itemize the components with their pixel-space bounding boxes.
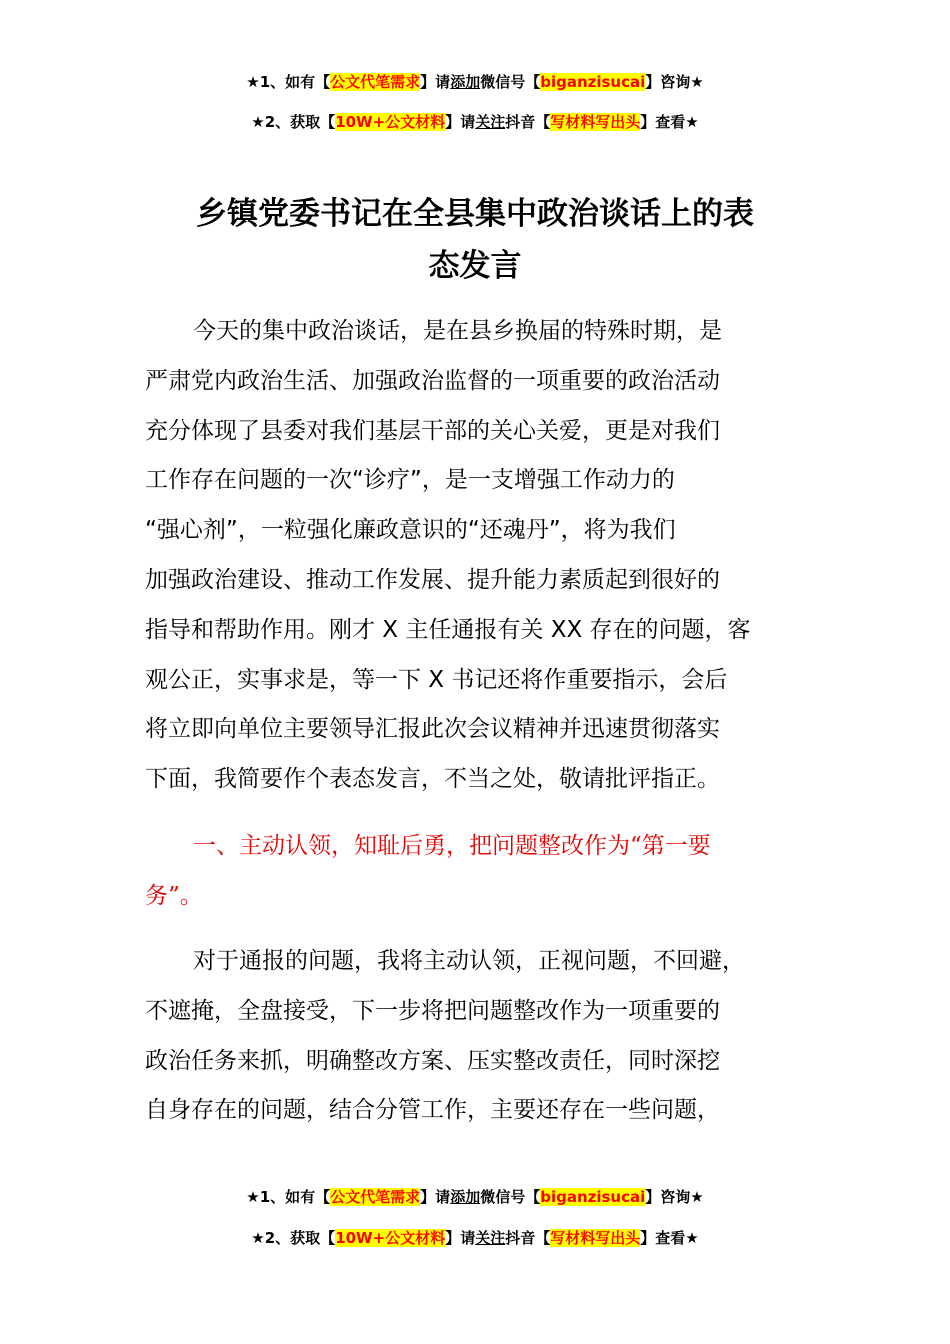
header-line2-highlight-materials: 10W+公文材料 <box>335 113 446 131</box>
heading-line: 一、主动认领，知耻后勇，把问题整改作为“第一要 <box>193 833 711 859</box>
footer-line2-prefix: ★2、获取【 <box>251 1229 336 1247</box>
paragraph-line: 观公正，实事求是，等一下 X 书记还将作重要指示，会后 <box>145 666 728 693</box>
header-line1-suffix: 】咨询★ <box>645 73 704 91</box>
paragraph-line: 今天的集中政治谈话，是在县乡换届的特殊时期，是 <box>193 318 722 344</box>
body-paragraph-1 <box>145 307 815 805</box>
footer-line1-prefix: ★1、如有【 <box>246 1188 331 1206</box>
header-line2-suffix: 】查看★ <box>640 113 699 131</box>
header-line1-underlined: 添加 <box>450 73 481 91</box>
paragraph-line: 政治任务来抓，明确整改方案、压实整改责任，同时深挖 <box>145 1047 720 1074</box>
footer-line2-text-2: 】请 <box>445 1229 476 1247</box>
footer-line1-highlight-wechat: biganzisucai <box>540 1188 646 1206</box>
paragraph-line: 指导和帮助作用。刚才 X 主任通报有关 XX 存在的问题，客 <box>145 616 751 643</box>
footer-line1-text-3: 微信号【 <box>480 1188 541 1206</box>
body-paragraph-2 <box>145 937 815 1136</box>
header-line1-text-2: 】请 <box>420 73 451 91</box>
footer-line1-underlined: 添加 <box>450 1188 481 1206</box>
footer-promo-line-1 <box>0 1187 950 1207</box>
footer-line2-text-3: 抖音【 <box>505 1229 551 1247</box>
paragraph-line: 加强政治建设、推动工作发展、提升能力素质起到很好的 <box>145 566 720 593</box>
paragraph-line: 严肃党内政治生活、加强政治监督的一项重要的政治活动 <box>145 367 720 394</box>
footer-line1-highlight-service: 公文代笔需求 <box>330 1188 421 1206</box>
header-line1-prefix: ★1、如有【 <box>246 73 331 91</box>
header-promo-line-1 <box>0 72 950 92</box>
header-line2-underlined: 关注 <box>475 113 506 131</box>
footer-line1-text-2: 】请 <box>420 1188 451 1206</box>
header-line2-text-2: 】请 <box>445 113 476 131</box>
paragraph-line: 工作存在问题的一次“诊疗”，是一支增强工作动力的 <box>145 467 675 494</box>
document-title <box>140 188 810 292</box>
footer-line1-suffix: 】咨询★ <box>645 1188 704 1206</box>
footer-line2-underlined: 关注 <box>475 1229 506 1247</box>
header-line1-highlight-wechat: biganzisucai <box>540 73 646 91</box>
footer-promo-line-2 <box>0 1228 950 1248</box>
paragraph-line: 对于通报的问题，我将主动认领，正视问题，不回避， <box>193 948 745 974</box>
paragraph-line: 下面，我简要作个表态发言，不当之处，敬请批评指正。 <box>145 766 720 793</box>
footer-line2-suffix: 】查看★ <box>640 1229 699 1247</box>
header-promo-line-2 <box>0 112 950 132</box>
footer-line2-highlight-douyin: 写材料写出头 <box>550 1229 641 1247</box>
header-line2-prefix: ★2、获取【 <box>251 113 336 131</box>
paragraph-line: 不遮掩，全盘接受，下一步将把问题整改作为一项重要的 <box>145 997 720 1024</box>
header-line1-highlight-service: 公文代笔需求 <box>330 73 421 91</box>
footer-line2-highlight-materials: 10W+公文材料 <box>335 1229 446 1247</box>
title-line-1: 乡镇党委书记在全县集中政治谈话上的表 <box>196 196 754 232</box>
heading-line: 务”。 <box>145 882 203 909</box>
paragraph-line: 将立即向单位主要领导汇报此次会议精神并迅速贯彻落实 <box>145 716 720 743</box>
section-heading-1 <box>145 822 815 922</box>
header-line2-text-3: 抖音【 <box>505 113 551 131</box>
header-line2-highlight-douyin: 写材料写出头 <box>550 113 641 131</box>
paragraph-line: 自身存在的问题，结合分管工作，主要还存在一些问题， <box>145 1097 720 1124</box>
paragraph-line: “强心剂”，一粒强化廉政意识的“还魂丹”，将为我们 <box>145 517 676 544</box>
paragraph-line: 充分体现了县委对我们基层干部的关心关爱，更是对我们 <box>145 417 720 444</box>
header-line1-text-3: 微信号【 <box>480 73 541 91</box>
title-line-2: 态发言 <box>428 248 522 284</box>
